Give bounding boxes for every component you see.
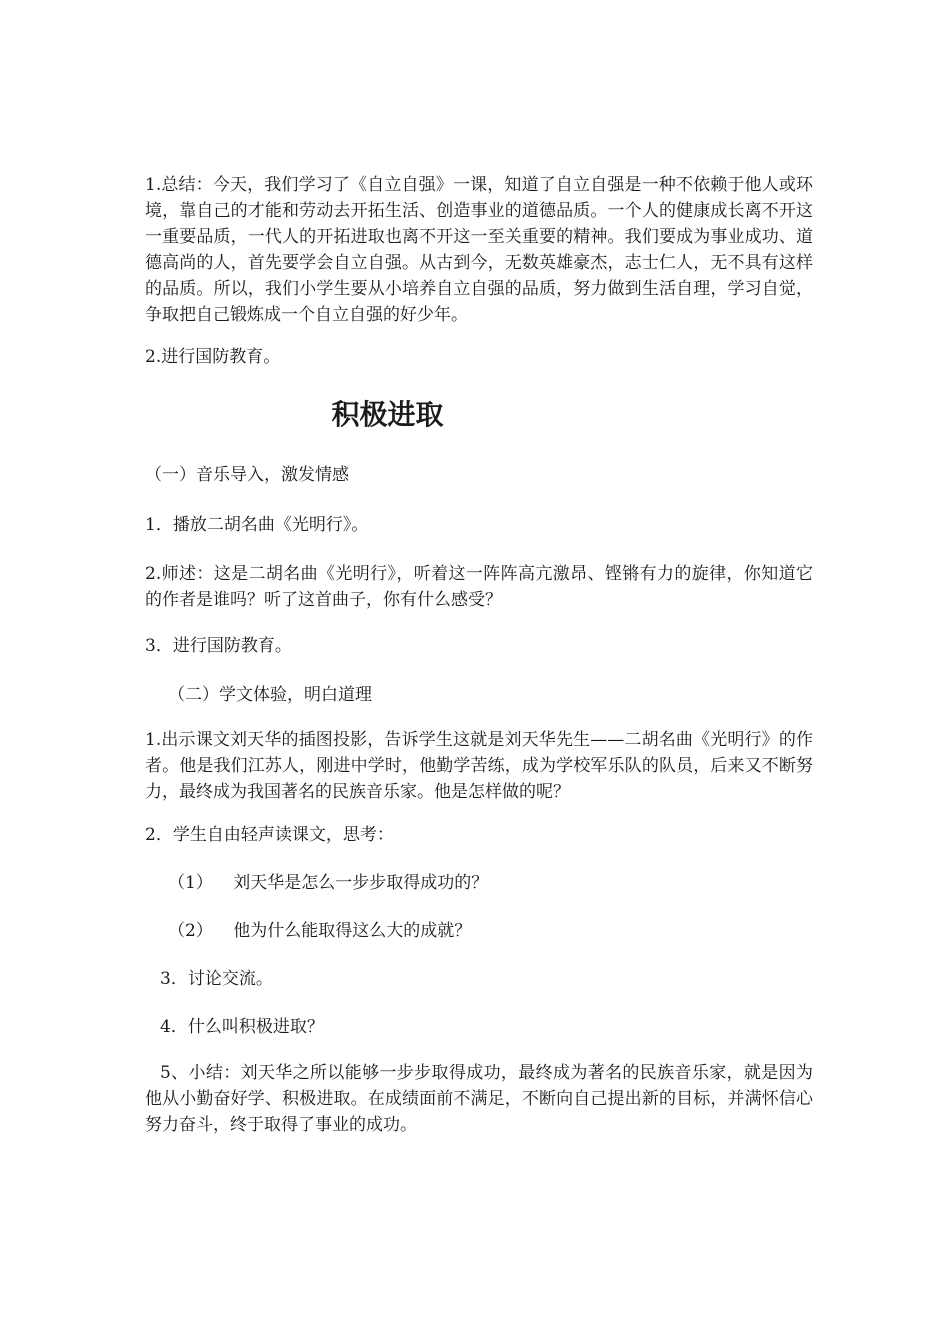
section2-step3: 3．讨论交流。 bbox=[160, 969, 273, 989]
section2-step5: 5、小结：刘天华之所以能够一步步取得成功，最终成为著名的民族音乐家，就是因为他从小勤奋好学、积极进取。在成绩面前不满足，不断向自己提出新的目标，并满怀信心努力奋斗，终于取得了事业的成功。 bbox=[145, 1063, 813, 1135]
section1-step1: 1．播放二胡名曲《光明行》。 bbox=[145, 515, 369, 535]
question-2-number: （2） bbox=[168, 921, 213, 941]
section1-heading: （一）音乐导入，激发情感 bbox=[145, 465, 349, 485]
section2-step2: 2．学生自由轻声读课文，思考： bbox=[145, 825, 394, 845]
lesson-title: 积极进取 bbox=[331, 398, 444, 431]
question-1-number: （1） bbox=[168, 873, 213, 893]
question-1 bbox=[168, 870, 813, 896]
section1-step2: 2.师述：这是二胡名曲《光明行》，听着这一阵阵高亢激昂、铿锵有力的旋律，你知道它的作者是谁吗？听了这首曲子，你有什么感受？ bbox=[145, 564, 813, 610]
section1-step3: 3．进行国防教育。 bbox=[145, 636, 292, 656]
summary-paragraph: 1.总结：今天，我们学习了《自立自强》一课，知道了自立自强是一种不依赖于他人或环境，靠自己的才能和劳动去开拓生活、创造事业的道德品质。一个人的健康成长离不开这一重要品质，一代人的开拓进取也离不开这一至关重要的精神。我们要成为事业成功、道德高尚的人，首先要学会自立自强。从古到今，无数英雄豪杰，志士仁人，无不具有这样的品质。所以，我们小学生要从小培养自立自强的品质，努力做到生活自理，学习自觉，争取把自己锻炼成一个自立自强的好少年。 bbox=[145, 175, 813, 325]
section2-heading: （二）学文体验，明白道理 bbox=[168, 685, 372, 705]
question-2 bbox=[168, 918, 813, 944]
defense-education-paragraph: 2.进行国防教育。 bbox=[145, 347, 281, 367]
question-1-text: 刘天华是怎么一步步取得成功的？ bbox=[233, 873, 489, 893]
question-2-text: 他为什么能取得这么大的成就？ bbox=[233, 921, 472, 941]
section2-step1: 1.出示课文刘天华的插图投影，告诉学生这就是刘天华先生——二胡名曲《光明行》的作者。他是我们江苏人，刚进中学时，他勤学苦练，成为学校军乐队的队员，后来又不断努力，最终成为我国著名的民族音乐家。他是怎样做的呢？ bbox=[145, 730, 813, 802]
section2-step4: 4．什么叫积极进取？ bbox=[160, 1017, 324, 1037]
